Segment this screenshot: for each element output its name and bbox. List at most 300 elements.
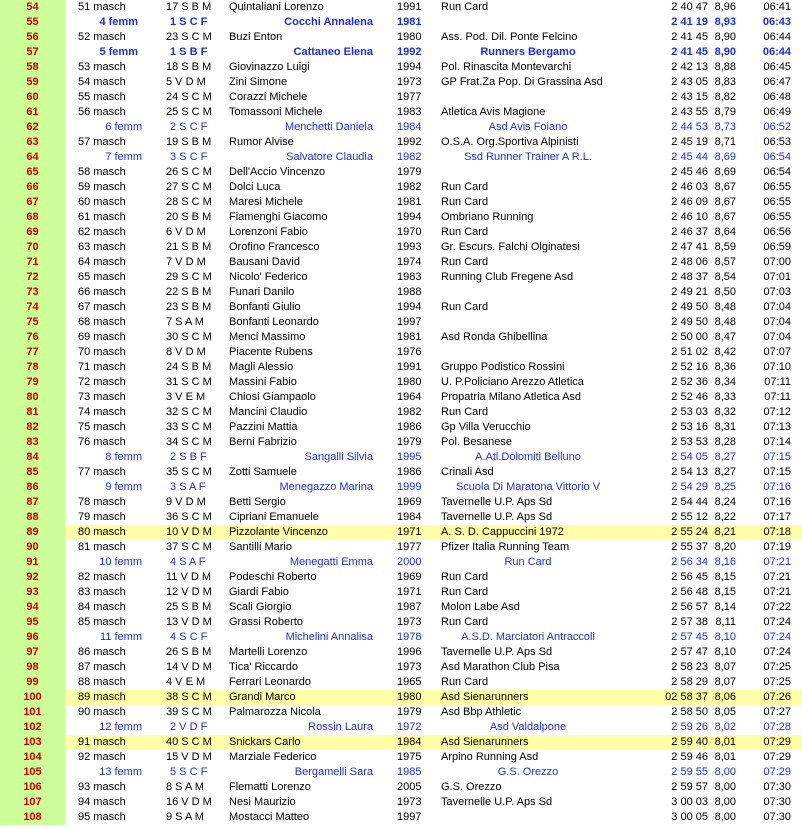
birth-year-cell: 2000 [397,556,422,568]
finish-time-cell: 2 46 37 [671,226,708,238]
club-cell: Tavernelle U.P. Aps Sd [441,496,553,508]
club-cell: Run Card [504,556,552,568]
athlete-name-cell: Funari Danilo [229,286,295,298]
position-cell: 67 [0,195,65,210]
gender-rank-cell: 58 masch [78,166,126,178]
club-cell: U. P.Policiano Arezzo Atletica [441,376,584,388]
position-cell: 107 [0,795,65,810]
pace-cell: 07:25 [763,661,791,673]
pace-cell: 07:04 [763,301,791,313]
finish-time-cell: 2 41 45 [671,31,708,43]
category-cell: 9 V D M [166,496,206,508]
table-row [0,105,802,120]
table-row [0,540,802,555]
birth-year-cell: 1980 [397,31,422,43]
club-cell: Asd Marathon Club Pisa [441,661,560,673]
finish-time-cell: 2 56 57 [671,601,708,613]
position-cell: 98 [0,660,65,675]
birth-year-cell: 1979 [397,166,422,178]
pace-cell: 06:52 [763,121,791,133]
birth-year-cell: 1969 [397,496,422,508]
finish-time-cell: 2 55 24 [671,526,708,538]
finish-time-cell: 2 49 50 [671,301,708,313]
pace-cell: 07:29 [763,751,791,763]
pace-cell: 07:28 [763,721,791,733]
speed-cell: 8,06 [714,691,736,703]
speed-cell: 8,50 [714,286,736,298]
category-cell: 39 S C M [166,706,212,718]
finish-time-cell: 2 55 37 [671,541,708,553]
pace-cell: 07:03 [763,286,791,298]
gender-rank-cell: 13 femm [99,766,142,778]
category-cell: 4 S C F [170,631,208,643]
birth-year-cell: 1993 [397,241,422,253]
table-row [0,465,802,480]
club-cell: Tavernelle U.P. Aps Sd [441,646,553,658]
pace-cell: 07:04 [763,316,791,328]
athlete-name-cell: Dell'Accio Vincenzo [229,166,326,178]
club-cell: Run Card [441,226,489,238]
table-row [0,780,802,795]
club-cell: Asd Sienarunners [441,736,529,748]
finish-time-cell: 2 50 00 [671,331,708,343]
gender-rank-cell: 71 masch [78,361,126,373]
finish-time-cell: 2 59 46 [671,751,708,763]
category-cell: 24 S B M [166,361,212,373]
table-row [0,765,802,780]
table-row [0,120,802,135]
speed-cell: 8,15 [714,586,736,598]
athlete-name-cell: Maresi Michele [229,196,303,208]
category-cell: 3 S A F [170,481,206,493]
athlete-name-cell: Marziale Federico [229,751,317,763]
speed-cell: 8,34 [714,376,736,388]
table-row [0,165,802,180]
club-cell: Runners Bergamo [480,46,576,58]
club-cell: Tavernelle U.P. Aps Sd [441,796,553,808]
position-cell: 83 [0,435,65,450]
birth-year-cell: 1977 [397,91,422,103]
gender-rank-cell: 51 masch [78,1,126,13]
athlete-name-cell: Grassi Roberto [229,616,303,628]
athlete-name-cell: Cipriani Emanuele [229,511,319,523]
category-cell: 1 S C F [170,16,208,28]
speed-cell: 8,31 [714,421,736,433]
pace-cell: 07:12 [763,406,791,418]
category-cell: 7 S A M [166,316,204,328]
birth-year-cell: 1980 [397,691,422,703]
club-cell: Run Card [441,586,489,598]
gender-rank-cell: 86 masch [78,646,126,658]
finish-time-cell: 2 49 50 [671,316,708,328]
table-row [0,45,802,60]
table-row [0,720,802,735]
birth-year-cell: 1973 [397,76,422,88]
pace-cell: 07:30 [763,796,791,808]
athlete-name-cell: Zini Simone [229,76,288,88]
birth-year-cell: 1971 [397,526,422,538]
position-cell: 91 [0,555,65,570]
club-cell: Gp Villa Verucchio [441,421,531,433]
birth-year-cell: 1995 [397,451,422,463]
speed-cell: 8,90 [714,46,736,58]
pace-cell: 06:55 [763,211,791,223]
athlete-name-cell: Orofino Francesco [229,241,320,253]
table-row [0,60,802,75]
table-row [0,240,802,255]
position-cell: 95 [0,615,65,630]
finish-time-cell: 2 43 05 [671,76,708,88]
pace-cell: 07:24 [763,631,791,643]
category-cell: 25 S C M [166,106,212,118]
gender-rank-cell: 79 masch [78,511,126,523]
finish-time-cell: 2 45 46 [671,166,708,178]
athlete-name-cell: Rumor Alvise [229,136,294,148]
athlete-name-cell: Bausani David [229,256,300,268]
position-cell: 77 [0,345,65,360]
speed-cell: 8,48 [714,301,736,313]
finish-time-cell: 2 46 03 [671,181,708,193]
birth-year-cell: 1994 [397,211,422,223]
birth-year-cell: 1973 [397,661,422,673]
athlete-name-cell: Santilli Mario [229,541,292,553]
pace-cell: 07:14 [763,436,791,448]
speed-cell: 8,32 [714,406,736,418]
speed-cell: 8,57 [714,256,736,268]
category-cell: 33 S C M [166,421,212,433]
position-cell: 86 [0,480,65,495]
position-cell: 55 [0,15,65,30]
speed-cell: 8,11 [715,616,736,628]
gender-rank-cell: 53 masch [78,61,126,73]
birth-year-cell: 1982 [397,406,422,418]
table-row [0,510,802,525]
table-row [0,330,802,345]
pace-cell: 06:43 [762,16,791,28]
speed-cell: 8,10 [714,631,736,643]
pace-cell: 06:54 [763,166,791,178]
pace-cell: 07:07 [763,346,791,358]
table-row [0,285,802,300]
category-cell: 23 S C M [166,31,212,43]
position-cell: 96 [0,630,65,645]
gender-rank-cell: 54 masch [78,76,126,88]
table-row [0,300,802,315]
category-cell: 4 V E M [166,676,206,688]
category-cell: 25 S B M [166,601,212,613]
athlete-name-cell: Cattaneo Elena [293,46,373,58]
table-row [0,705,802,720]
birth-year-cell: 1979 [397,436,422,448]
table-row [0,270,802,285]
position-cell: 57 [0,45,65,60]
finish-time-cell: 2 56 48 [671,586,708,598]
category-cell: 6 V D M [166,226,206,238]
club-cell: GP Frat.Za Pop. Di Grassina Asd [441,76,603,88]
birth-year-cell: 1980 [397,376,422,388]
birth-year-cell: 1981 [397,16,422,28]
position-cell: 102 [0,720,65,735]
club-cell: O.S.A. Org.Sportiva Alpinisti [441,136,579,148]
gender-rank-cell: 8 femm [105,451,142,463]
pace-cell: 07:16 [763,496,791,508]
position-cell: 99 [0,675,65,690]
speed-cell: 8,07 [714,661,736,673]
athlete-name-cell: Dolci Luca [229,181,281,193]
speed-cell: 8,73 [714,121,736,133]
category-cell: 30 S C M [166,331,212,343]
birth-year-cell: 1991 [397,1,422,13]
finish-time-cell: 2 58 50 [671,706,708,718]
table-row [0,585,802,600]
category-cell: 2 S C F [170,121,208,133]
gender-rank-cell: 60 masch [78,196,126,208]
gender-rank-cell: 74 masch [78,406,126,418]
gender-rank-cell: 73 masch [78,391,126,403]
gender-rank-cell: 76 masch [78,436,126,448]
birth-year-cell: 1978 [397,631,422,643]
category-cell: 14 V D M [166,661,212,673]
club-cell [441,90,629,105]
club-cell: Tavernelle U.P. Aps Sd [441,511,553,523]
birth-year-cell: 1996 [397,646,422,658]
speed-cell: 8,22 [714,511,736,523]
category-cell: 2 V D F [170,721,208,733]
club-cell: Run Card [441,301,489,313]
gender-rank-cell: 95 masch [78,811,126,823]
athlete-name-cell: Bergamelli Sara [294,766,373,778]
gender-rank-cell: 66 masch [78,286,126,298]
finish-time-cell: 2 41 45 [671,46,708,58]
birth-year-cell: 1973 [397,616,422,628]
category-cell: 22 S B M [166,286,212,298]
finish-time-cell: 2 45 44 [671,151,708,163]
athlete-name-cell: Giovinazzo Luigi [229,61,310,73]
club-cell: Run Card [441,616,489,628]
gender-rank-cell: 62 masch [78,226,126,238]
athlete-name-cell: Pizzolante Vincenzo [229,526,328,538]
position-cell: 72 [0,270,65,285]
birth-year-cell: 1992 [397,46,422,58]
table-row [0,0,802,15]
table-row [0,570,802,585]
speed-cell: 8,27 [714,466,736,478]
finish-time-cell: 2 43 15 [671,91,708,103]
birth-year-cell: 2005 [397,781,422,793]
birth-year-cell: 1982 [397,151,422,163]
category-cell: 28 S C M [166,196,212,208]
pace-cell: 07:10 [763,361,791,373]
category-cell: 24 S C M [166,91,212,103]
birth-year-cell: 1985 [397,766,422,778]
position-cell: 79 [0,375,65,390]
finish-time-cell: 2 56 45 [671,571,708,583]
club-cell: Asd Sienarunners [441,691,529,703]
category-cell: 17 S B M [166,1,212,13]
speed-cell: 8,27 [714,451,736,463]
position-cell: 58 [0,60,65,75]
club-cell [441,165,629,180]
club-cell: A.Atl.Dolomiti Belluno [475,451,581,463]
pace-cell: 07:01 [763,271,791,283]
pace-cell: 07:04 [763,331,791,343]
category-cell: 12 V D M [166,586,212,598]
finish-time-cell: 2 41 19 [671,16,708,28]
position-cell: 75 [0,315,65,330]
category-cell: 36 S C M [166,511,212,523]
athlete-name-cell: Bonfanti Giulio [229,301,301,313]
pace-cell: 07:17 [763,511,791,523]
pace-cell: 07:21 [763,586,791,598]
birth-year-cell: 1977 [397,541,422,553]
birth-year-cell: 1965 [397,676,422,688]
athlete-name-cell: Tomassoni Michele [229,106,323,118]
finish-time-cell: 2 48 37 [671,271,708,283]
position-cell: 74 [0,300,65,315]
pace-cell: 07:13 [763,421,791,433]
athlete-name-cell: Palmarozza Nicola [229,706,321,718]
birth-year-cell: 1969 [397,571,422,583]
finish-time-cell: 2 54 13 [671,466,708,478]
birth-year-cell: 1983 [397,106,422,118]
category-cell: 16 V D M [166,796,212,808]
speed-cell: 8,67 [714,211,736,223]
finish-time-cell: 2 42 13 [671,61,708,73]
table-row [0,495,802,510]
athlete-name-cell: Michelini Annalisa [285,631,373,643]
gender-rank-cell: 85 masch [78,616,126,628]
finish-time-cell: 2 57 47 [671,646,708,658]
gender-rank-cell: 52 masch [78,31,126,43]
pace-cell: 07:00 [763,256,791,268]
gender-rank-cell: 87 masch [78,661,126,673]
table-row [0,390,802,405]
finish-time-cell: 02 58 37 [665,691,708,703]
table-row [0,15,802,30]
speed-cell: 8,59 [714,241,736,253]
speed-cell: 8,05 [714,706,736,718]
gender-rank-cell: 84 masch [78,601,126,613]
speed-cell: 8,42 [714,346,736,358]
finish-time-cell: 2 46 10 [671,211,708,223]
gender-rank-cell: 64 masch [78,256,126,268]
birth-year-cell: 1988 [397,286,422,298]
finish-time-cell: 2 57 38 [671,616,708,628]
pace-cell: 07:29 [763,766,791,778]
speed-cell: 8,28 [714,436,736,448]
athlete-name-cell: Podeschi Roberto [229,571,317,583]
category-cell: 40 S C M [166,736,212,748]
table-row [0,660,802,675]
athlete-name-cell: Chiosi Giampaolo [229,391,316,403]
finish-time-cell: 2 59 57 [671,781,708,793]
pace-cell: 07:11 [764,391,791,403]
gender-rank-cell: 69 masch [78,331,126,343]
category-cell: 26 S B M [166,646,212,658]
speed-cell: 8,47 [714,331,736,343]
pace-cell: 07:26 [763,691,791,703]
gender-rank-cell: 92 masch [78,751,126,763]
pace-cell: 06:55 [763,181,791,193]
category-cell: 9 S A M [166,811,204,823]
category-cell: 37 S C M [166,541,212,553]
position-cell: 59 [0,75,65,90]
speed-cell: 8,00 [714,811,736,823]
speed-cell: 8,54 [714,271,736,283]
speed-cell: 8,14 [714,601,736,613]
pace-cell: 06:48 [763,91,791,103]
position-cell: 105 [0,765,65,780]
position-cell: 101 [0,705,65,720]
gender-rank-cell: 63 masch [78,241,126,253]
position-cell: 71 [0,255,65,270]
athlete-name-cell: Menchetti Daniela [284,121,373,133]
gender-rank-cell: 9 femm [105,481,142,493]
finish-time-cell: 2 53 16 [671,421,708,433]
table-row [0,450,802,465]
speed-cell: 8,90 [714,31,736,43]
finish-time-cell: 2 55 12 [671,511,708,523]
speed-cell: 8,93 [714,16,736,28]
category-cell: 31 S C M [166,376,212,388]
position-cell: 106 [0,780,65,795]
speed-cell: 8,00 [714,796,736,808]
club-cell: Arpino Running Asd [441,751,539,763]
athlete-name-cell: Mancini Claudio [229,406,308,418]
athlete-name-cell: Massini Fabio [229,376,297,388]
category-cell: 1 S B F [170,46,208,58]
finish-time-cell: 2 45 19 [671,136,708,148]
club-cell: A. S. D. Cappuccini 1972 [441,526,564,538]
table-row [0,75,802,90]
pace-cell: 06:41 [763,1,791,13]
table-row [0,555,802,570]
category-cell: 5 V D M [166,76,206,88]
speed-cell: 8,01 [714,736,736,748]
club-cell: Scuola Di Maratona Vittorio V [455,481,601,493]
club-cell: Asd Ronda Ghibellina [441,331,548,343]
table-row [0,600,802,615]
speed-cell: 8,71 [714,136,736,148]
pace-cell: 06:53 [763,136,791,148]
position-cell: 65 [0,165,65,180]
pace-cell: 07:30 [763,781,791,793]
club-cell: Running Club Fregene Asd [441,271,574,283]
club-cell: Gr. Escurs. Falchi Olginatesi [441,241,580,253]
gender-rank-cell: 88 masch [78,676,126,688]
finish-time-cell: 2 54 44 [671,496,708,508]
speed-cell: 8,79 [714,106,736,118]
club-cell: Asd Avis Foiano [488,121,568,133]
speed-cell: 8,67 [714,196,736,208]
category-cell: 8 S A M [166,781,204,793]
athlete-name-cell: Magli Alessio [229,361,294,373]
pace-cell: 06:45 [763,61,791,73]
athlete-name-cell: Bonfanti Leonardo [229,316,319,328]
gender-rank-cell: 7 femm [105,151,142,163]
category-cell: 27 S C M [166,181,212,193]
position-cell: 62 [0,120,65,135]
gender-rank-cell: 72 masch [78,376,126,388]
category-cell: 26 S C M [166,166,212,178]
club-cell: Pfizer Italia Running Team [441,541,570,553]
finish-time-cell: 2 44 53 [671,121,708,133]
athlete-name-cell: Fiamenghi Giacomo [229,211,328,223]
pace-cell: 06:54 [763,151,791,163]
birth-year-cell: 1987 [397,601,422,613]
table-row [0,180,802,195]
athlete-name-cell: Zotti Samuele [229,466,297,478]
